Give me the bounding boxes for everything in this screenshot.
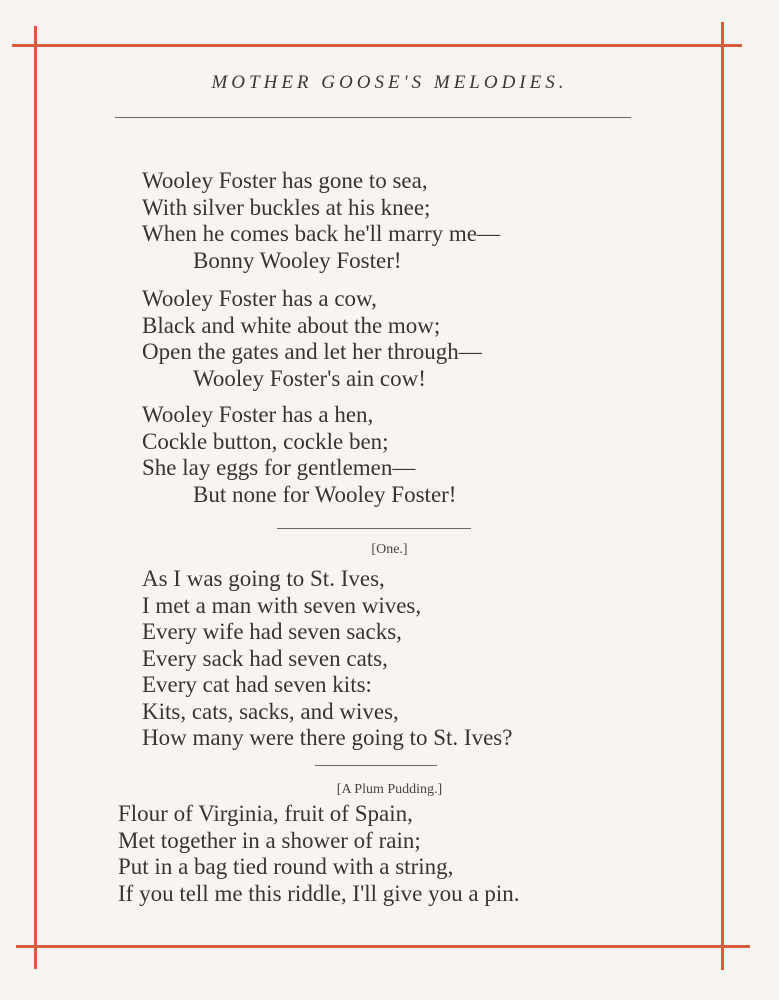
page-title: MOTHER GOOSE'S MELODIES. — [211, 72, 568, 93]
verse-line: Wooley Foster has a cow, — [142, 286, 377, 311]
section-divider — [315, 765, 437, 766]
verse-line: Every cat had seven kits: — [142, 672, 372, 697]
verse-line: Black and white about the mow; — [142, 312, 441, 338]
verse-line: Flour of Virginia, fruit of Spain, — [118, 801, 413, 826]
plum-pudding-riddle — [118, 801, 519, 907]
verse-line: Bonny Wooley Foster! — [193, 247, 402, 273]
verse-line: Wooley Foster has a hen, — [142, 402, 374, 427]
st-ives-riddle — [142, 566, 512, 752]
verse-line: Wooley Foster's ain cow! — [193, 365, 426, 391]
verse-line: If you tell me this riddle, I'll give you a pin. — [118, 880, 520, 906]
verse-line: Put in a bag tied round with a string, — [118, 854, 454, 879]
verse-line: Kits, cats, sacks, and wives, — [142, 698, 399, 724]
border-bottom — [16, 945, 750, 948]
section-divider — [277, 528, 471, 529]
verse-line: Met together in a shower of rain; — [118, 827, 421, 853]
verse-line: Cockle button, cockle ben; — [142, 428, 389, 454]
verse-line: I met a man with seven wives, — [142, 592, 422, 618]
verse-line: When he comes back he'll marry me— — [142, 221, 500, 246]
verse-line: With silver buckles at his knee; — [142, 194, 431, 220]
wooley-stanza-1 — [142, 168, 500, 274]
border-top — [12, 44, 742, 47]
verse-line: Wooley Foster has gone to sea, — [142, 168, 428, 193]
verse-line: Open the gates and let her through— — [142, 339, 482, 364]
riddle-caption-one: [One.] — [371, 542, 408, 557]
wooley-stanza-3 — [142, 402, 456, 508]
verse-line: Every wife had seven sacks, — [142, 619, 402, 644]
verse-line: How many were there going to St. Ives? — [142, 725, 513, 750]
title-divider — [115, 117, 631, 118]
verse-line: She lay eggs for gentlemen— — [142, 455, 416, 480]
border-right — [721, 22, 724, 970]
verse-line: As I was going to St. Ives, — [142, 566, 385, 591]
wooley-stanza-2 — [142, 286, 482, 392]
verse-line: Every sack had seven cats, — [142, 645, 388, 671]
riddle-caption-plum-pudding: [A Plum Pudding.] — [336, 782, 443, 797]
border-left — [34, 26, 37, 969]
verse-line: But none for Wooley Foster! — [193, 481, 457, 507]
